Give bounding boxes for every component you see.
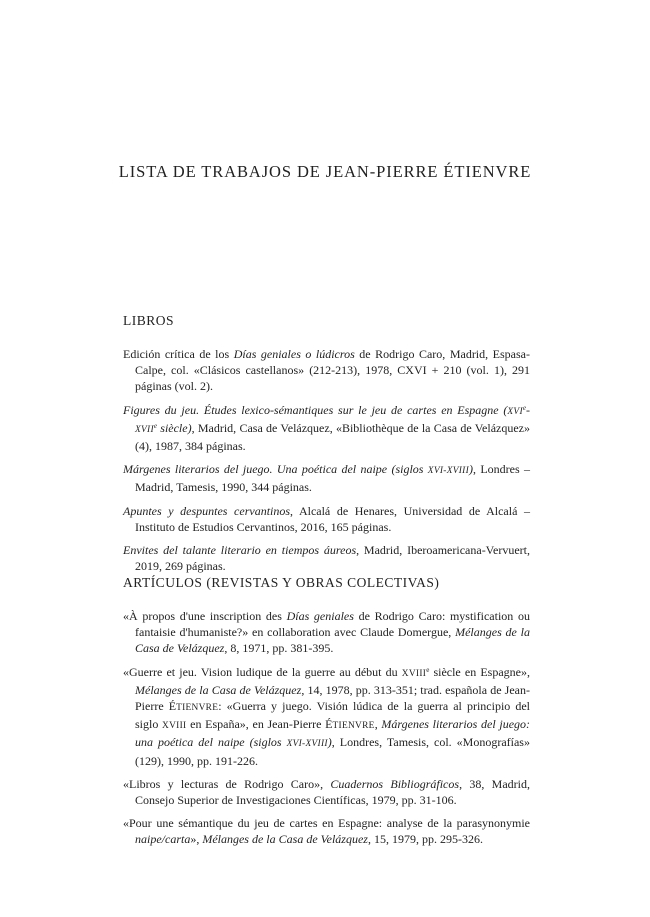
book-entry: Apuntes y despuntes cervantinos, Alcalá de Henares, Universidad de Alcalá – Instituto de Estudios Cervantinos, 2016, 165 páginas. [123, 503, 530, 534]
book-entry: Envites del talante literario en tiempos áureos, Madrid, Iberoamericana-Vervuert, 2019, 269 páginas. [123, 543, 530, 574]
book-entry: Márgenes literarios del juego. Una poética del naipe (siglos XVI-XVIII), Londres – Madrid, Tamesis, 1990, 344 páginas. [123, 462, 530, 495]
libros-list [123, 346, 530, 574]
book-entry: Figures du jeu. Études lexico-sémantiques sur le jeu de cartes en Espagne (XVIe-XVIIe siècle), Madrid, Casa de Velázquez, «Bibliothèque de la Casa de Velázquez» (4), 1987, 384 páginas. [123, 402, 530, 454]
article-entry: «Pour une sémantique du jeu de cartes en Espagne: analyse de la parasynonymie naipe/carta», Mélanges de la Casa de Velázquez, 15, 1979, pp. 295-326. [123, 816, 530, 847]
article-entry: «Guerre et jeu. Vision ludique de la guerre au début du XVIIIe siècle en Espagne», Mélanges de la Casa de Velázquez, 14, 1978, pp. 313-351; trad. española de Jean-Pierre ÉTIENVRE: «Guerra y juego. Visión lúdica de la guerra al principio del siglo XVIII en España», en Jean-Pierre ÉTIENVRE, Márgenes literarios del juego: una poética del naipe (siglos XVI-XVIII), Londres, Tamesis, col. «Monografías» (129), 1990, pp. 191-226. [123, 664, 531, 768]
section-heading-libros: LIBROS [123, 313, 175, 328]
article-entry: «À propos d'une inscription des Días geniales de Rodrigo Caro: mystification ou fantaisie d'humaniste?» en collaboration avec Claude Domergue, Mélanges de la Casa de Velázquez, 8, 1971, pp. 381-395. [123, 609, 531, 656]
book-entry: Edición crítica de los Días geniales o lúdicros de Rodrigo Caro, Madrid, Espasa-Calpe, col. «Clásicos castellanos» (212-213), 1978, CXVI + 210 (vol. 1), 291 páginas (vol. 2). [123, 347, 530, 394]
section-heading-articulos: ARTÍCULOS (REVISTAS Y OBRAS COLECTIVAS) [123, 575, 440, 590]
article-entry: «Libros y lecturas de Rodrigo Caro», Cuadernos Bibliográficos, 38, Madrid, Consejo Superior de Investigaciones Científicas, 1979, pp. 31-106. [123, 776, 530, 808]
page-title: LISTA DE TRABAJOS DE JEAN-PIERRE ÉTIENVRE [118, 162, 532, 181]
articulos-list [123, 608, 530, 848]
